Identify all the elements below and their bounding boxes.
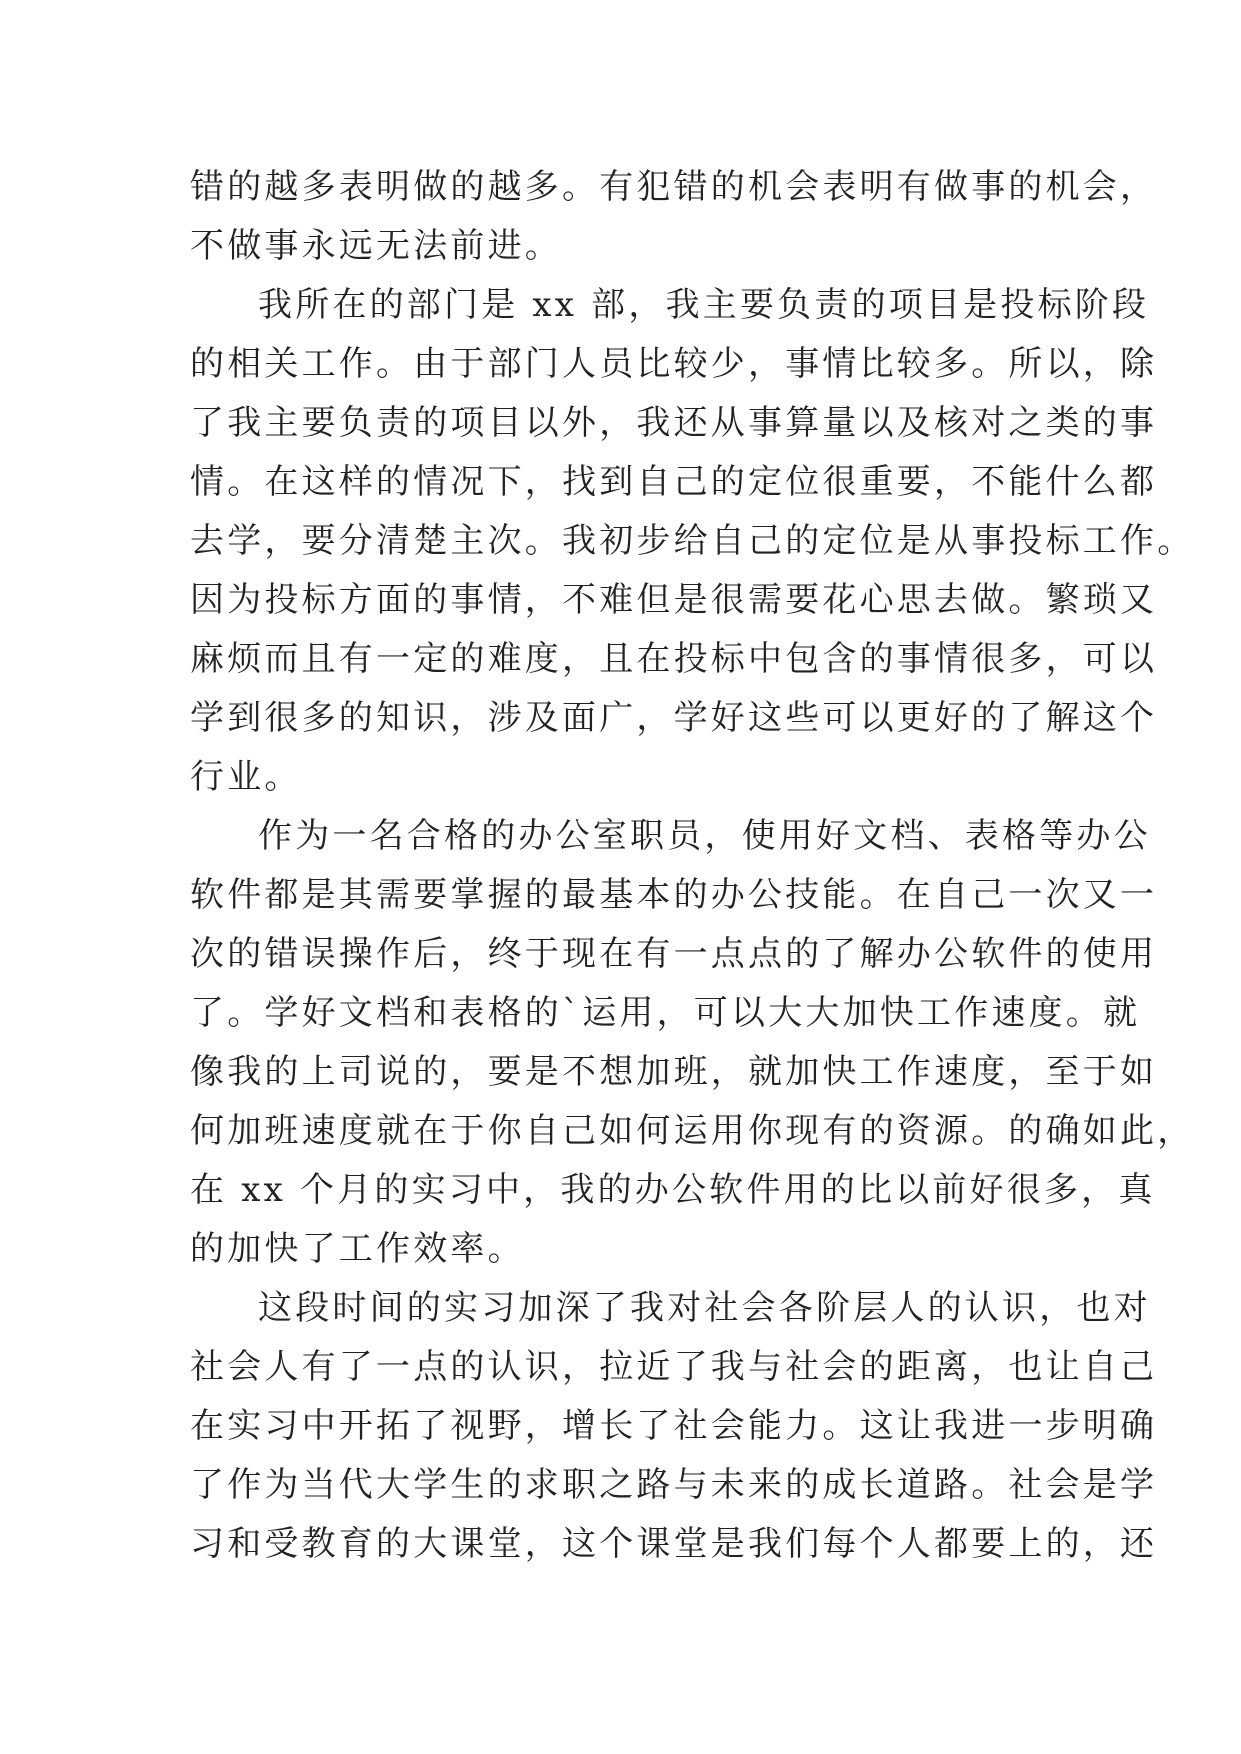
text-line: 的加快了工作效率。	[190, 1229, 525, 1269]
text-line: 学到很多的知识，涉及面广，学好这些可以更好的了解这个	[190, 698, 1158, 738]
text-line: 情。在这样的情况下，找到自己的定位很重要，不能什么都	[190, 462, 1158, 502]
text-line: 因为投标方面的事情，不难但是很需要花心思去做。繁琐又	[190, 580, 1158, 620]
text-line: 像我的上司说的，要是不想加班，就加快工作速度，至于如	[190, 1052, 1158, 1092]
text-line: 不做事永远无法前进。	[190, 226, 562, 266]
paragraph	[190, 158, 1158, 276]
text-line: 何加班速度就在于你自己如何运用你现有的资源。的确如此，	[190, 1111, 1195, 1151]
text-line: 次的错误操作后，终于现在有一点点的了解办公软件的使用	[190, 934, 1158, 974]
text-line: 行业。	[190, 757, 302, 797]
text-line: 的相关工作。由于部门人员比较少，事情比较多。所以，除	[190, 344, 1158, 384]
text-line: 我所在的部门是 xx 部，我主要负责的项目是投标阶段	[258, 285, 1150, 325]
text-line: 这段时间的实习加深了我对社会各阶层人的认识，也对	[258, 1288, 1151, 1328]
paragraph	[190, 1279, 1158, 1574]
text-line: 作为一名合格的办公室职员，使用好文档、表格等办公	[258, 816, 1151, 856]
text-line: 了。学好文档和表格的`运用，可以大大加快工作速度。就	[190, 993, 1141, 1033]
text-line: 在 xx 个月的实习中，我的办公软件用的比以前好很多，真	[190, 1170, 1156, 1210]
text-line: 了作为当代大学生的求职之路与未来的成长道路。社会是学	[190, 1465, 1158, 1505]
text-line: 麻烦而且有一定的难度，且在投标中包含的事情很多，可以	[190, 639, 1158, 679]
document-body	[190, 158, 1195, 1574]
paragraph	[190, 807, 1195, 1279]
text-line: 软件都是其需要掌握的最基本的办公技能。在自己一次又一	[190, 875, 1158, 915]
text-line: 习和受教育的大课堂，这个课堂是我们每个人都要上的，还	[190, 1524, 1158, 1564]
text-line: 去学，要分清楚主次。我初步给自己的定位是从事投标工作。	[190, 521, 1195, 561]
text-line: 社会人有了一点的认识，拉近了我与社会的距离，也让自己	[190, 1347, 1158, 1387]
text-line: 了我主要负责的项目以外，我还从事算量以及核对之类的事	[190, 403, 1158, 443]
paragraph	[190, 276, 1195, 807]
text-line: 在实习中开拓了视野，增长了社会能力。这让我进一步明确	[190, 1406, 1158, 1446]
text-line: 错的越多表明做的越多。有犯错的机会表明有做事的机会，	[190, 167, 1158, 207]
